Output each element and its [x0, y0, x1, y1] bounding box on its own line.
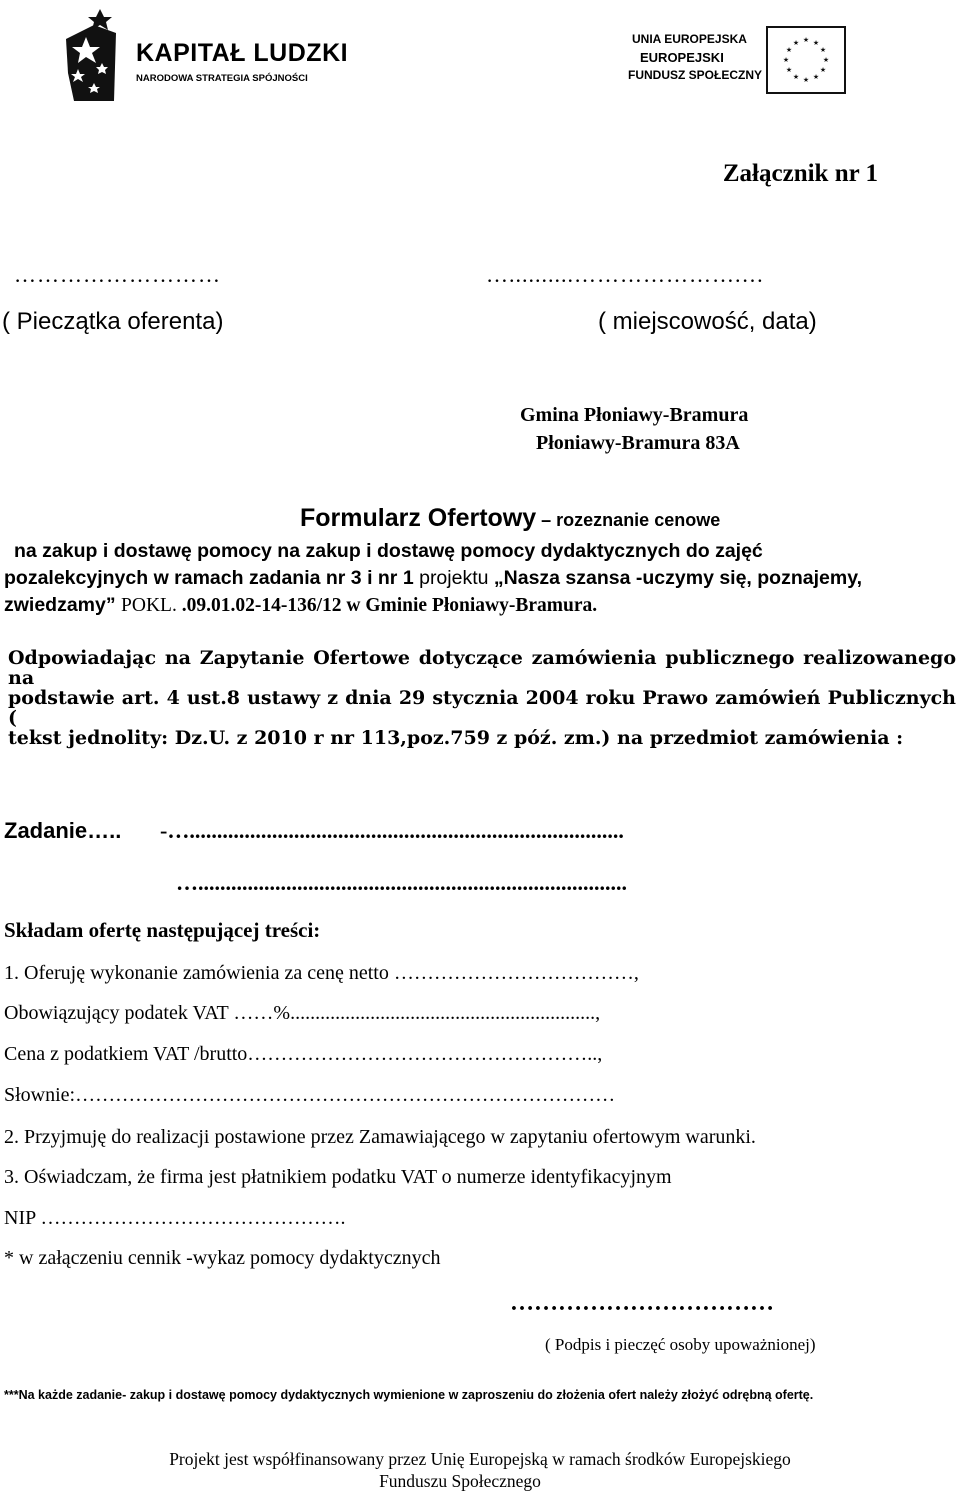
svg-text:★: ★ [812, 39, 820, 47]
eu-line1: UNIA EUROPEJSKA [632, 32, 747, 46]
svg-text:★: ★ [792, 73, 800, 81]
subject-line-1: na zakup i dostawę pomocy na zakup i dostawę pomocy dydaktycznych do zajęć [14, 540, 763, 562]
kapital-ludzki-logo [66, 3, 349, 103]
zadanie-fill-2: ….............................................................................. [176, 870, 627, 895]
offer-nip: NIP ………………………………………. [4, 1207, 346, 1229]
stamp-dots: ……………………… [14, 262, 221, 287]
kapital-ludzki-name: KAPITAŁ LUDZKI [136, 39, 349, 67]
offer-gross: Cena z podatkiem VAT /brutto…………………………………………….., [4, 1043, 603, 1065]
svg-text:★: ★ [822, 56, 830, 64]
recipient-address: Płoniawy-Bramura 83A [536, 432, 740, 454]
intro-line-1: Odpowiadając na Zapytanie Ofertowe dotyczące zamówienia publicznego realizowanego na [8, 647, 956, 689]
eu-line2: EUROPEJSKI [640, 50, 724, 65]
offer-vat: Obowiązujący podatek VAT ……%............................................................., [4, 1002, 601, 1024]
signature-dots: …………………………… [510, 1290, 774, 1316]
offer-item-2: 2. Przyjmuję do realizacji postawione przez Zamawiającego w zapytaniu ofertowym warunki. [4, 1126, 756, 1148]
subject-line-3b: POKL. [121, 595, 177, 616]
form-title-dash: – [536, 510, 557, 530]
form-title [300, 504, 720, 533]
eu-line3: FUNDUSZ SPOŁECZNY [628, 68, 763, 82]
form-title-small: rozeznanie cenowe [556, 510, 721, 530]
footnote: ***Na każde zadanie- zakup i dostawę pomocy dydaktycznych wymienione w zaproszeniu do złożenia ofert należy złożyć odrębną ofertę. [4, 1388, 814, 1402]
footer [0, 1448, 960, 1492]
offer-net-price: 1. Oferuję wykonanie zamówienia za cenę netto ………………………………, [4, 962, 639, 984]
svg-text:★: ★ [782, 56, 790, 64]
svg-text:★: ★ [792, 39, 800, 47]
footer-line-2: Funduszu Społecznego [379, 1471, 541, 1491]
eu-logo [626, 26, 846, 96]
form-title-main: Formularz Ofertowy [300, 504, 537, 532]
svg-text:★: ★ [802, 36, 810, 44]
subject-line-2a: pozalekcyjnych w ramach zadania nr 3 i nr 1 [4, 567, 420, 589]
footer-line-1: Projekt jest współfinansowany przez Unię Europejską w ramach środków Europejskiego [169, 1449, 791, 1469]
intro-line-3: tekst jednolity: Dz.U. z 2010 r nr 113,poz.759 z póź. zm.) na przedmiot zamówienia : [8, 727, 904, 749]
stamp-label: ( Pieczątka oferenta) [2, 308, 224, 335]
svg-text:★: ★ [819, 66, 827, 74]
zadanie-fill-1: -…............................................................................... [160, 818, 624, 843]
subject-line-3c: .09.01.02-14-136/12 w Gminie Płoniawy-Bramura. [176, 595, 598, 616]
subject-line-3a: zwiedzamy” [4, 594, 122, 616]
offer-item-3: 3. Oświadczam, że firma jest płatnikiem podatku VAT o numerze identyfikacyjnym [4, 1166, 672, 1188]
form-subject [4, 538, 954, 619]
intro-line-2: podstawie art. 4 ust.8 ustawy z dnia 29 stycznia 2004 roku Prawo zamówień Publicznych ( [8, 687, 956, 729]
place-date-dots: …..........………………….… [486, 262, 765, 287]
svg-text:★: ★ [785, 66, 793, 74]
zadanie-label: Zadanie….. [4, 818, 122, 843]
signature-label: ( Podpis i pieczęć osoby upoważnionej) [545, 1335, 816, 1354]
kapital-ludzki-tagline: NARODOWA STRATEGIA SPÓJNOŚCI [136, 73, 308, 84]
attachment-label: Załącznik nr 1 [722, 160, 878, 187]
svg-text:★: ★ [802, 76, 810, 84]
place-date-label: ( miejscowość, data) [598, 308, 817, 335]
svg-text:★: ★ [812, 73, 820, 81]
recipient-name: Gmina Płoniawy-Bramura [520, 404, 749, 426]
svg-text:★: ★ [785, 46, 793, 54]
offer-heading: Składam ofertę następującej treści: [4, 918, 321, 942]
offer-in-words: Słownie:……………………………………………………………………… [4, 1084, 616, 1106]
svg-text:★: ★ [819, 46, 827, 54]
eu-flag-icon [766, 26, 846, 96]
subject-line-2c: „Nasza szansa -uczymy się, poznajemy, [488, 567, 863, 589]
subject-line-2b: projektu [419, 567, 489, 589]
offer-attachment-note: * w załączeniu cennik -wykaz pomocy dydaktycznych [4, 1247, 441, 1269]
